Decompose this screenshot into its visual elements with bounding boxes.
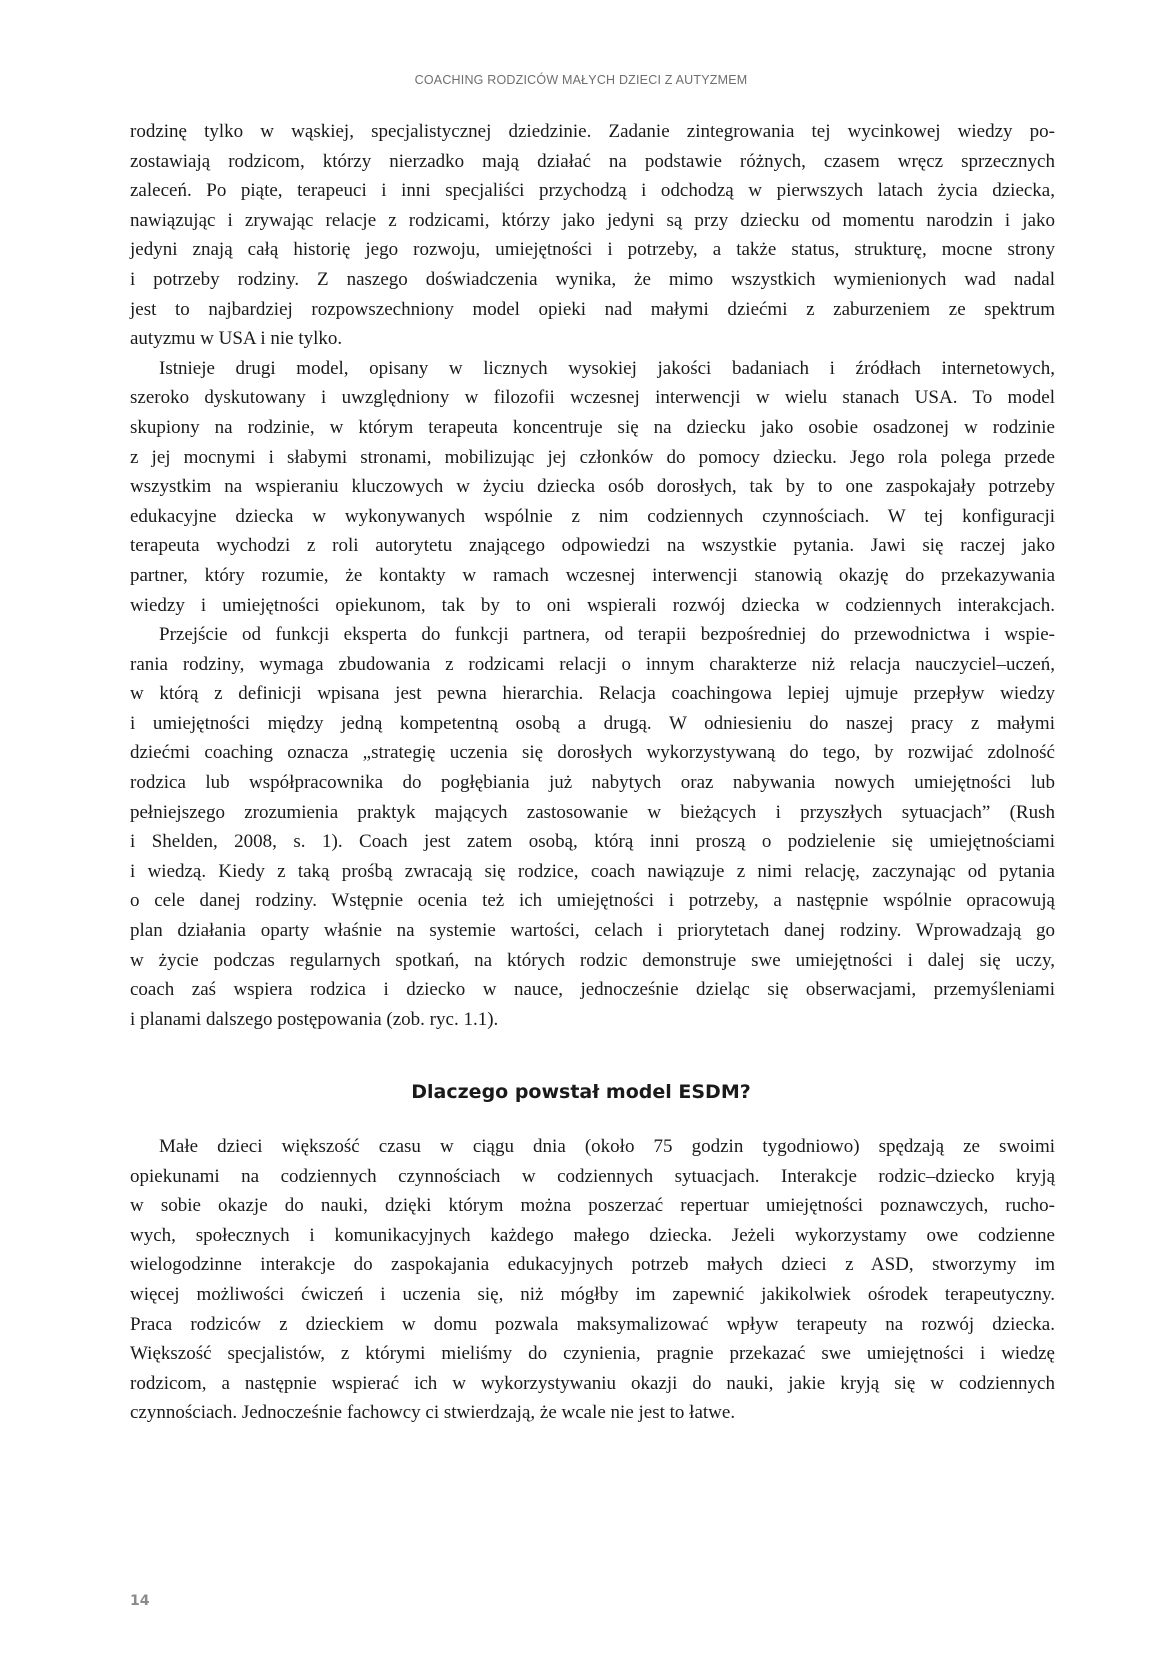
text-line: z jej mocnymi i słabymi stronami, mobilizując jej członków do pomocy dziecku. Jego rola polega przede bbox=[130, 446, 1055, 468]
text-line: autyzmu w USA i nie tylko. bbox=[130, 328, 343, 350]
text-line: o cele danej rodziny. Wstępnie ocenia też ich umiejętności i potrzeby, a następnie wspólnie opracowują bbox=[130, 890, 1055, 912]
text-line: terapeuta wychodzi z roli autorytetu znającego odpowiedzi na wszystkie pytania. Jawi się raczej jako bbox=[130, 535, 1055, 557]
page-number: 14 bbox=[130, 1593, 150, 1609]
text-line: i potrzeby rodziny. Z naszego doświadczenia wynika, że mimo wszystkich wymienionych wad nadal bbox=[130, 268, 1055, 290]
section-heading: Dlaczego powstał model ESDM? bbox=[411, 1081, 751, 1103]
text-line: w sobie okazje do nauki, dzięki którym można poszerzać repertuar umiejętności poznawczych, rucho- bbox=[130, 1195, 1055, 1217]
paragraph-first-line: Istnieje drugi model, opisany w licznych wysokiej jakości badaniach i źródłach internetowych, bbox=[159, 357, 1055, 379]
text-line: coach zaś wspiera rodzica i dziecko w nauce, jednocześnie dzieląc się obserwacjami, przemyśleniami bbox=[130, 979, 1055, 1001]
text-line: i Shelden, 2008, s. 1). Coach jest zatem osobą, którą inni proszą o podzielenie się umiejętnościami bbox=[130, 831, 1055, 853]
text-line: w którą z definicji wpisana jest pewna hierarchia. Relacja coachingowa lepiej ujmuje przepływ wiedzy bbox=[130, 683, 1055, 705]
body-text-section-2 bbox=[130, 1132, 1055, 1428]
text-line: zostawiają rodzicom, którzy nierzadko mają działać na podstawie różnych, czasem wręcz sprzecznych bbox=[130, 150, 1055, 172]
text-line: wych, społecznych i komunikacyjnych każdego małego dziecka. Jeżeli wykorzystamy owe codzienne bbox=[130, 1224, 1055, 1246]
text-line: opiekunami na codziennych czynnościach w codziennych sytuacjach. Interakcje rodzic–dziecko kryją bbox=[130, 1165, 1055, 1187]
body-text-section-1 bbox=[130, 117, 1055, 1034]
running-head: COACHING RODZICÓW MAŁYCH DZIECI Z AUTYZMEM bbox=[414, 73, 748, 87]
text-line: zaleceń. Po piąte, terapeuci i inni specjaliści przychodzą i odchodzą w pierwszych latach życia dziecka, bbox=[130, 180, 1055, 202]
text-line: czynnościach. Jednocześnie fachowcy ci stwierdzają, że wcale nie jest to łatwe. bbox=[130, 1402, 736, 1424]
text-line: nawiązując i zrywając relacje z rodzicami, którzy jako jedyni są przy dziecku od momentu narodzin i jako bbox=[130, 209, 1055, 231]
text-line: edukacyjne dziecka w wykonywanych wspólnie z nim codziennych czynnościach. W tej konfiguracji bbox=[130, 505, 1055, 527]
paragraph-first-line: Małe dzieci większość czasu w ciągu dnia (około 75 godzin tygodniowo) spędzają ze swoimi bbox=[159, 1136, 1055, 1157]
text-line: Praca rodziców z dzieckiem w domu pozwala maksymalizować wpływ terapeuty na rozwój dziecka. bbox=[130, 1313, 1055, 1335]
text-line: jest to najbardziej rozpowszechniony model opieki nad małymi dziećmi z zaburzeniem ze spektrum bbox=[130, 298, 1055, 320]
text-line: pełniejszego zrozumienia praktyk mających zastosowanie w bieżących i przyszłych sytuacjach” (Rush bbox=[130, 801, 1055, 823]
text-line: więcej możliwości ćwiczeń i uczenia się, niż mógłby im zapewnić jakikolwiek ośrodek terapeutyczny. bbox=[130, 1283, 1055, 1305]
text-line: szeroko dyskutowany i uwzględniony w filozofii wczesnej interwencji w wielu stanach USA. To model bbox=[130, 387, 1055, 409]
text-line: i planami dalszego postępowania (zob. ryc. 1.1). bbox=[130, 1008, 499, 1030]
text-line: i umiejętności między jedną kompetentną osobą a drugą. W odniesieniu do naszej pracy z małymi bbox=[130, 712, 1055, 734]
text-line: partner, który rozumie, że kontakty w ramach wczesnej interwencji stanowią okazję do przekazywania bbox=[130, 564, 1055, 586]
text-line: wszystkim na wspieraniu kluczowych w życiu dziecka osób dorosłych, tak by to one zaspokajały potrzeby bbox=[130, 476, 1055, 498]
paragraph-first-line: Przejście od funkcji eksperta do funkcji partnera, od terapii bezpośredniej do przewodnictwa i wspie- bbox=[159, 624, 1055, 646]
text-line: i wiedzą. Kiedy z taką prośbą zwracają się rodzice, coach nawiązuje z nimi relację, zaczynając od pytania bbox=[130, 860, 1055, 882]
text-line: rodzicom, a następnie wspierać ich w wykorzystywaniu okazji do nauki, jakie kryją się w codziennych bbox=[130, 1372, 1055, 1394]
text-line: dziećmi coaching oznacza „strategię uczenia się dorosłych wykorzystywaną do tego, by rozwijać zdolność bbox=[130, 742, 1055, 764]
text-line: jedyni znają całą historię jego rozwoju, umiejętności i potrzeby, a także status, strukturę, mocne strony bbox=[130, 239, 1055, 261]
text-line: rania rodziny, wymaga zbudowania z rodzicami relacji o innym charakterze niż relacja nauczyciel–uczeń, bbox=[130, 653, 1055, 675]
text-line: rodzica lub współpracownika do pogłębiania już nabytych oraz nabywania nowych umiejętności lub bbox=[130, 772, 1055, 794]
text-line: w życie podczas regularnych spotkań, na których rodzic demonstruje swe umiejętności i dalej się uczy, bbox=[130, 949, 1055, 971]
text-line: wielogodzinne interakcje do zaspokajania edukacyjnych potrzeb małych dzieci z ASD, stworzymy im bbox=[130, 1254, 1055, 1276]
text-line: skupiony na rodzinie, w którym terapeuta koncentruje się na dziecku jako osobie osadzonej w rodzinie bbox=[130, 416, 1055, 438]
text-line: wiedzy i umiejętności opiekunom, tak by to oni wspierali rozwój dziecka w codziennych interakcjach. bbox=[130, 594, 1055, 616]
text-line: rodzinę tylko w wąskiej, specjalistycznej dziedzinie. Zadanie zintegrowania tej wycinkowej wiedzy po- bbox=[130, 121, 1055, 142]
text-line: plan działania oparty właśnie na systemie wartości, celach i priorytetach danej rodziny. Wprowadzają go bbox=[130, 920, 1055, 942]
text-line: Większość specjalistów, z którymi mieliśmy do czynienia, pragnie przekazać swe umiejętności i wiedzę bbox=[130, 1343, 1055, 1365]
